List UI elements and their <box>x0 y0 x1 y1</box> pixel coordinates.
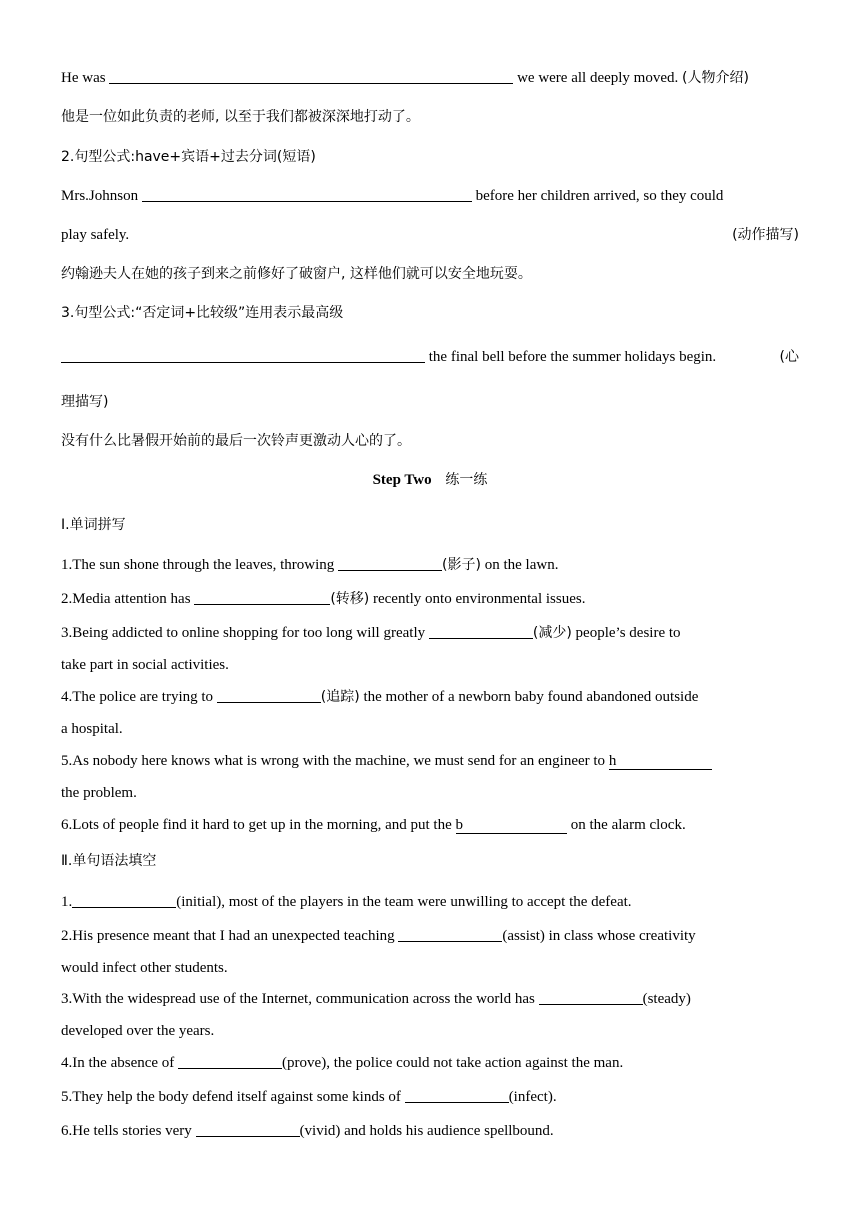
p1-question-3 <box>61 623 681 643</box>
question-text: the mother of a newborn baby found abandoned outside <box>363 689 699 705</box>
answer-blank <box>72 892 176 908</box>
p1-question-4-continuation: a hospital. <box>61 721 123 737</box>
question-text: 5.They help the body defend itself against some kinds of <box>61 1089 401 1105</box>
question-hint: (infect) <box>508 1089 553 1105</box>
p2-question-1 <box>61 892 632 912</box>
p2-question-2-continuation: would infect other students. <box>61 960 228 976</box>
sentence-1-start: He was <box>61 70 106 86</box>
answer-blank <box>405 1087 509 1103</box>
p2-question-6 <box>61 1121 554 1141</box>
question-hint: (vivid) <box>299 1123 341 1139</box>
p1-question-1 <box>61 555 558 575</box>
part-2-title: Ⅱ.单句语法填空 <box>61 853 157 869</box>
p1-question-5 <box>61 751 712 771</box>
question-text: 5.As nobody here knows what is wrong with the machine, we must send for an engineer to <box>61 753 606 769</box>
answer-blank <box>456 817 568 834</box>
question-text: , the police could not take action against the man. <box>326 1055 624 1071</box>
answer-blank <box>429 623 533 639</box>
question-text: 2.His presence meant that I had an unexpected teaching <box>61 928 395 944</box>
question-hint: (assist) <box>502 928 545 944</box>
p2-question-2 <box>61 926 696 946</box>
question-hint: (追踪) <box>320 689 360 705</box>
question-text: in class whose creativity <box>548 928 696 944</box>
part-1-title: Ⅰ.单词拼写 <box>61 517 126 533</box>
sentence-3-translation: 没有什么比暑假开始前的最后一次铃声更激动人心的了。 <box>61 433 411 449</box>
answer-blank <box>142 186 472 202</box>
p1-question-2 <box>61 589 585 609</box>
answer-blank <box>539 989 643 1005</box>
p2-question-4 <box>61 1053 623 1073</box>
question-text: 3.With the widespread use of the Internet, communication across the world has <box>61 991 535 1007</box>
question-hint: (initial) <box>176 894 222 910</box>
question-hint: (影子) <box>442 557 481 573</box>
question-text: 4.In the absence of <box>61 1055 175 1071</box>
question-text: on the lawn. <box>484 557 559 573</box>
initial-letter: b <box>455 817 464 833</box>
question-text: on the alarm clock. <box>570 817 686 833</box>
question-text: . <box>552 1089 557 1105</box>
p1-question-6 <box>61 815 686 835</box>
answer-blank <box>338 555 442 571</box>
sentence-2-start: Mrs.Johnson <box>61 188 139 204</box>
sentence-3-end: the final bell before the summer holidays begin. <box>428 349 717 365</box>
sentence-1-tag: (人物介绍) <box>682 70 749 86</box>
p1-question-3-continuation: take part in social activities. <box>61 657 229 673</box>
answer-blank <box>398 926 502 942</box>
initial-letter: h <box>608 753 617 769</box>
question-text: 2.Media attention has <box>61 591 191 607</box>
question-hint: (prove) <box>282 1055 327 1071</box>
question-hint: (减少) <box>532 625 572 641</box>
answer-blank <box>109 68 513 84</box>
p1-question-5-continuation: the problem. <box>61 785 137 801</box>
formula-2-title: 2.句型公式:have+宾语+过去分词(短语) <box>61 149 316 165</box>
sentence-2-translation: 约翰逊夫人在她的孩子到来之前修好了破窗户, 这样他们就可以安全地玩耍。 <box>61 266 532 282</box>
p2-question-5 <box>61 1087 557 1107</box>
sentence-1-translation: 他是一位如此负责的老师, 以至于我们都被深深地打动了。 <box>61 109 420 125</box>
answer-blank <box>194 589 330 605</box>
sentence-3-tag-start: (心 <box>779 349 799 365</box>
question-text: and holds his audience spellbound. <box>344 1123 554 1139</box>
answer-blank <box>178 1053 282 1069</box>
question-text: recently onto environmental issues. <box>373 591 586 607</box>
question-text: 6.He tells stories very <box>61 1123 192 1139</box>
step-heading <box>0 470 860 490</box>
sentence-2-continuation: play safely. <box>61 227 130 243</box>
question-text: 1.The sun shone through the leaves, throwing <box>61 557 335 573</box>
p2-question-3 <box>61 989 691 1009</box>
p1-question-4 <box>61 687 698 707</box>
question-hint: (steady) <box>642 991 691 1007</box>
question-text: 6.Lots of people find it hard to get up in the morning, and put the <box>61 817 452 833</box>
answer-blank <box>217 687 321 703</box>
answer-blank <box>61 347 425 363</box>
sentence-3-line <box>61 347 716 367</box>
answer-blank <box>609 753 713 770</box>
step-heading-en: Step Two <box>372 472 432 488</box>
question-text: people’s desire to <box>575 625 681 641</box>
sentence-2-end: before her children arrived, so they could <box>475 188 724 204</box>
sentence-3-tag-end: 理描写) <box>61 394 109 410</box>
answer-blank <box>196 1121 300 1137</box>
p2-question-3-continuation: developed over the years. <box>61 1023 215 1039</box>
step-heading-cn: 练一练 <box>445 472 488 488</box>
question-text: 3.Being addicted to online shopping for too long will greatly <box>61 625 426 641</box>
sentence-2-line <box>61 186 723 206</box>
sentence-2-tag: (动作描写) <box>732 227 799 243</box>
sentence-1-line <box>61 68 749 88</box>
question-text: 4.The police are trying to <box>61 689 214 705</box>
formula-3-title: 3.句型公式:“否定词+比较级”连用表示最高级 <box>61 305 344 321</box>
question-hint: (转移) <box>330 591 370 607</box>
sentence-1-end: we were all deeply moved. <box>517 70 679 86</box>
question-text: , most of the players in the team were unwilling to accept the defeat. <box>221 894 632 910</box>
question-text: 1. <box>61 894 73 910</box>
